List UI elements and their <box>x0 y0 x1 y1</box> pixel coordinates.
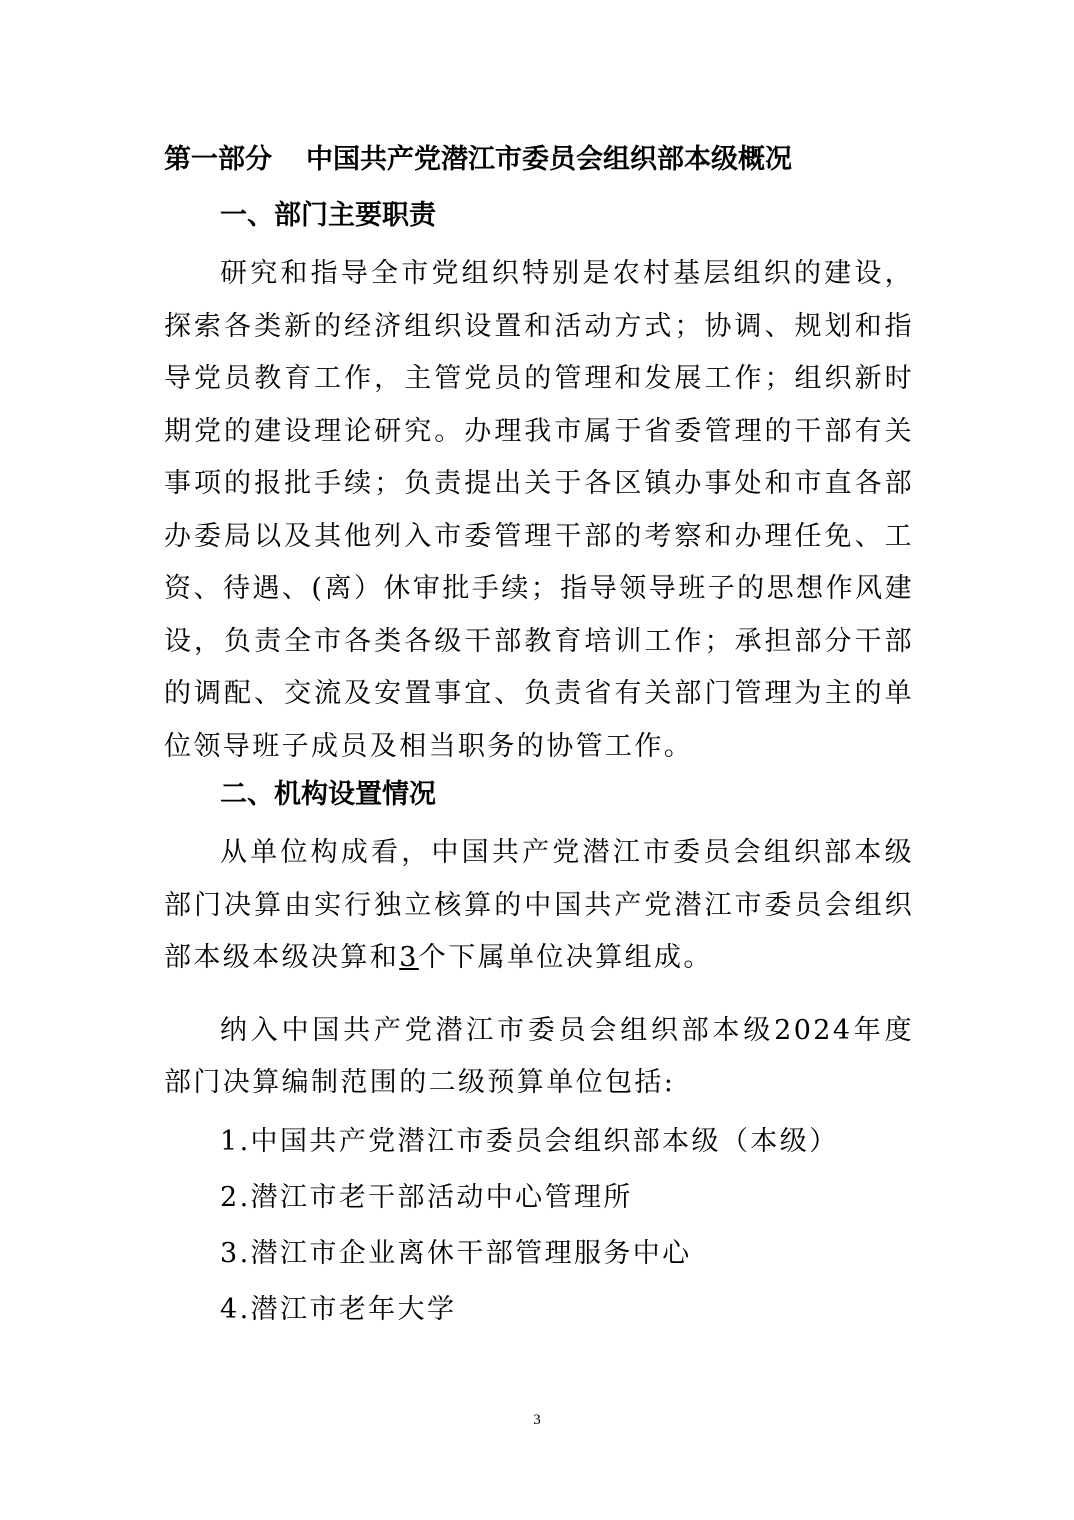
part-title-text: 中国共产党潜江市委员会组织部本级概况 <box>306 144 792 175</box>
section-heading-organization: 二、机构设置情况 <box>220 779 436 810</box>
list-item: 2.潜江市老干部活动中心管理所 <box>220 1181 633 1213</box>
list-item: 4.潜江市老年大学 <box>220 1293 457 1325</box>
organization-paragraph-after: 个下属单位决算组成。 <box>418 942 713 973</box>
subordinate-unit-count: 3 <box>399 942 419 973</box>
list-item: 1.中国共产党潜江市委员会组织部本级（本级） <box>220 1125 839 1157</box>
part-label: 第一部分 <box>164 144 272 175</box>
responsibilities-paragraph: 研究和指导全市党组织特别是农村基层组织的建设，探索各类新的经济组织设置和活动方式；协调、规划和指导党员教育工作，主管党员的管理和发展工作；组织新时期党的建设理论研究。办理我市属于省委管理的干部有关事项的报批手续；负责提出关于各区镇办事处和市直各部办委局以及其他列入市委管理干部的考察和办理任免、工资、待遇、(离）休审批手续；指导领导班子的思想作风建设，负责全市各类各级干部教育培训工作；承担部分干部的调配、交流及安置事宜、负责省有关部门管理为主的单位领导班子成员及相当职务的协管工作。 <box>164 258 914 762</box>
part-title <box>164 142 914 178</box>
list-item: 3.潜江市企业离休干部管理服务中心 <box>220 1237 692 1269</box>
section-heading-responsibilities: 一、部门主要职责 <box>220 200 436 231</box>
unit-list <box>164 1114 914 1338</box>
organization-paragraph-before: 从单位构成看，中国共产党潜江市委员会组织部本级部门决算由实行独立核算的中国共产党潜江市委员会组织部本级本级决算和 <box>164 837 914 973</box>
organization-paragraph <box>164 827 914 985</box>
document-page <box>164 142 914 1338</box>
scope-paragraph: 纳入中国共产党潜江市委员会组织部本级2024年度部门决算编制范围的二级预算单位包括: <box>164 1014 914 1098</box>
page-number: 3 <box>533 1412 541 1428</box>
